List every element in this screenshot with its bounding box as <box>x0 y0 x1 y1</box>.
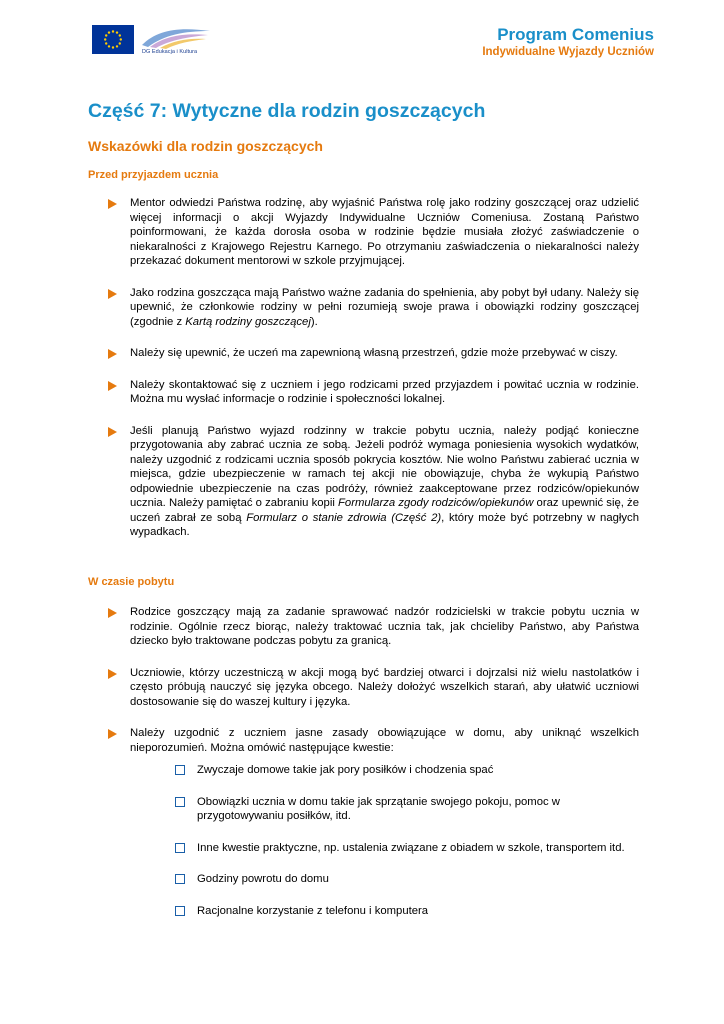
during-stay-list <box>108 605 639 772</box>
list-item: Jeśli planują Państwo wyjazd rodzinny w trakcie pobytu ucznia, należy podjąć konieczne przygotowania aby zabrać ucznia ze sobą. Jeżeli podróż wymaga poniesienia wysokich wydatków, należy uzgodnić z rodzicami ucznia sposób pokrycia kosztów. Nie wolno Państwu zabierać ucznia w miejsca, gdzie ubezpieczenie w ramach tej akcji nie obowiązuje, chyba że wykupią Państwo odpowiednie ubezpieczenie na czas podróży, również zaakceptowane przez rodziców/opiekunów ucznia. Należy pamiętać o zabraniu kopii Formularza zgody rodziców/opiekunów oraz upewnić się, że uczeń zabrał ze sobą Formularz o stanie zdrowia (Część 2), który może być potrzebny w nagłych wypadkach. <box>108 424 639 540</box>
checklist-item: Obowiązki ucznia w domu takie jak sprzątanie swojego pokoju, pomoc w przygotowywaniu posiłków, itd. <box>175 795 639 824</box>
checklist-item: Zwyczaje domowe takie jak pory posiłków i chodzenia spać <box>175 763 639 778</box>
list-item: Mentor odwiedzi Państwa rodzinę, aby wyjaśnić Państwa rolę jako rodziny goszczącej oraz udzielić więcej informacji o akcji Wyjazdy Indywidualne Uczniów Comeniusa. Zostaną Państwo poinformowani, że każda dorosła osoba w rodzinie będzie musiała złożyć zaświadczenie o niekaralności z Krajowego Rejestru Karnego. Po otrzymaniu zaświadczenia o niekaralności należy przekazać dokument mentorowi w szkole przyjmującej. <box>108 196 639 269</box>
checkbox-square-icon <box>175 765 185 775</box>
arrow-bullet-icon <box>108 608 117 618</box>
list-item: Należy się upewnić, że uczeń ma zapewnioną własną przestrzeń, gdzie może przebywać w ciszy. <box>108 346 639 361</box>
list-item: Uczniowie, którzy uczestniczą w akcji mogą być bardziej otwarci i dojrzalsi niż wielu nastolatków i często próbują nauczyć się języka obcego. Należy dołożyć wszelkich starań, aby ułatwić uczniowi dostosowanie się do waszej kultury i języka. <box>108 666 639 710</box>
checklist-item: Racjonalne korzystanie z telefonu i komputera <box>175 904 639 919</box>
checklist-item: Godziny powrotu do domu <box>175 872 639 887</box>
list-item: Rodzice goszczący mają za zadanie sprawować nadzór rodzicielski w trakcie pobytu ucznia w rodzinie. Ogólnie rzecz biorąc, należy traktować ucznia tak, jak chcieliby Państwo, aby Państwa dziecko było traktowane podczas pobytu za granicą. <box>108 605 639 649</box>
checkbox-square-icon <box>175 906 185 916</box>
eu-flag-icon <box>92 25 134 54</box>
arrow-bullet-icon <box>108 199 117 209</box>
checkbox-square-icon <box>175 843 185 853</box>
arrow-bullet-icon <box>108 729 117 739</box>
list-item: Jako rodzina goszcząca mają Państwo ważne zadania do spełnienia, aby pobyt był udany. Należy się upewnić, że członkowie rodziny w pełni rozumieją swoje prawa i obowiązki rodziny goszczącej (zgodnie z Kartą rodziny goszczącej). <box>108 286 639 330</box>
program-title: Program Comenius <box>497 25 654 44</box>
list-item: Należy uzgodnić z uczniem jasne zasady obowiązujące w domu, aby uniknąć wszelkich nieporozumień. Można omówić następujące kwestie: <box>108 726 639 755</box>
checkbox-square-icon <box>175 797 185 807</box>
checklist-item: Inne kwestie praktyczne, np. ustalenia związane z obiadem w szkole, transportem itd. <box>175 841 639 856</box>
logo-text: DG Edukacja i Kultura <box>142 49 198 55</box>
program-subtitle: Indywidualne Wyjazdy Uczniów <box>482 46 654 58</box>
house-rules-checklist <box>175 763 639 935</box>
arrow-bullet-icon <box>108 349 117 359</box>
before-arrival-list <box>108 196 639 557</box>
arrow-bullet-icon <box>108 427 117 437</box>
arrow-bullet-icon <box>108 289 117 299</box>
during-stay-heading: W czasie pobytu <box>88 576 175 588</box>
before-arrival-heading: Przed przyjazdem ucznia <box>88 169 219 181</box>
checkbox-square-icon <box>175 874 185 884</box>
arrow-bullet-icon <box>108 381 117 391</box>
list-item: Należy skontaktować się z uczniem i jego rodzicami przed przyjazdem i powitać ucznia w rodzinie. Można mu wysłać informacje o rodzinie i społeczności lokalnej. <box>108 378 639 407</box>
header-logos <box>92 25 212 59</box>
page-title: Część 7: Wytyczne dla rodzin goszczących <box>88 100 486 122</box>
arrow-bullet-icon <box>108 669 117 679</box>
section-title: Wskazówki dla rodzin goszczących <box>88 138 323 154</box>
